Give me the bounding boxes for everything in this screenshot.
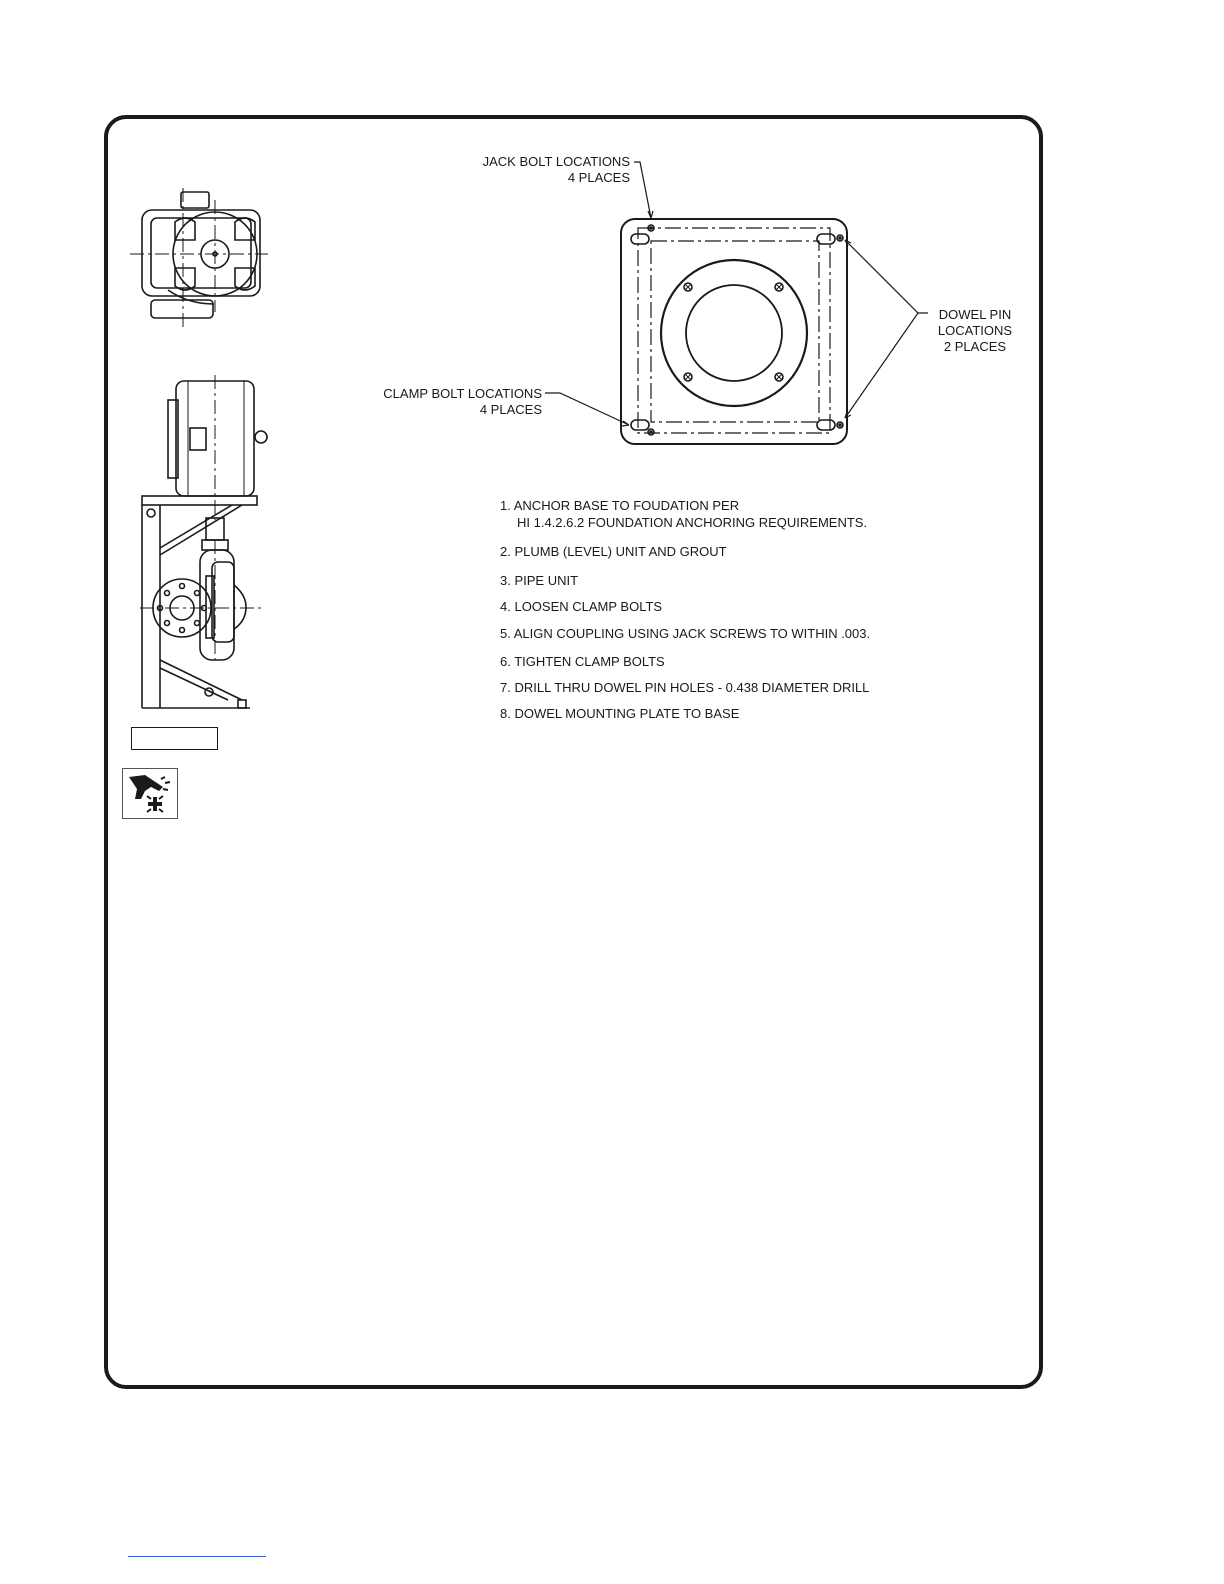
jack-bolt-label: JACK BOLT LOCATIONS 4 PLACES: [482, 154, 630, 185]
footer-link-underline: [128, 1556, 266, 1557]
step-6: 6. TIGHTEN CLAMP BOLTS: [500, 654, 665, 669]
step-8: 8. DOWEL MOUNTING PLATE TO BASE: [500, 706, 740, 721]
dowel-pin-label: DOWEL PIN LOCATIONS 2 PLACES: [937, 307, 1013, 354]
jack-bolt-holes: [648, 225, 843, 435]
leader-lines: [545, 162, 928, 426]
hand-hazard-icon: [122, 768, 178, 819]
clamp-bolt-label: CLAMP BOLT LOCATIONS 4 PLACES: [383, 386, 542, 417]
step-3: 3. PIPE UNIT: [500, 573, 579, 588]
step-4: 4. LOOSEN CLAMP BOLTS: [500, 599, 663, 614]
pump-side-view: [140, 375, 267, 708]
step-1-continued: HI 1.4.2.6.2 FOUNDATION ANCHORING REQUIREMENTS.: [517, 515, 868, 530]
step-7: 7. DRILL THRU DOWEL PIN HOLES - 0.438 DIAMETER DRILL: [500, 680, 870, 695]
figure-caption-box: [131, 727, 218, 750]
step-5: 5. ALIGN COUPLING USING JACK SCREWS TO WITHIN .003.: [500, 626, 871, 641]
mounting-plate: [621, 219, 847, 444]
pump-top-view: [130, 188, 268, 328]
step-1: 1. ANCHOR BASE TO FOUDATION PER: [500, 498, 740, 513]
step-2: 2. PLUMB (LEVEL) UNIT AND GROUT: [500, 544, 727, 559]
